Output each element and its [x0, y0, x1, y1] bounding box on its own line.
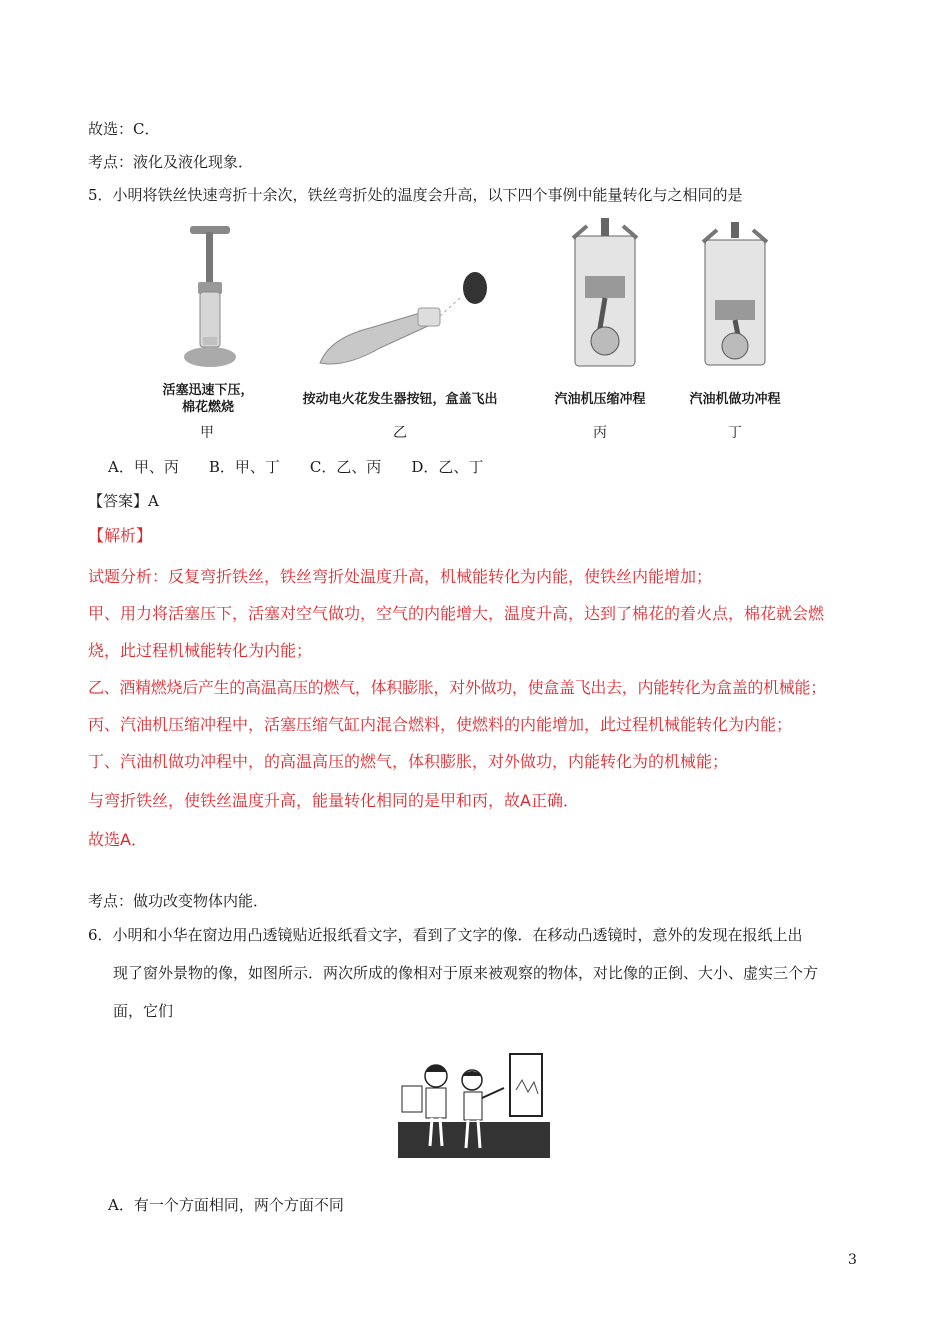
label-ding: 丁	[728, 425, 742, 441]
label-yi: 乙	[393, 425, 407, 441]
answer: 【答案】A	[88, 492, 159, 510]
analysis-line: 烧，此过程机械能转化为内能；	[88, 641, 313, 660]
options-q5: A．甲、丙 B．甲、丁 C．乙、丙 D．乙、丁	[108, 458, 484, 476]
analysis-line: 乙、酒精燃烧后产生的高温高压的燃气，体积膨胀，对外做功，使盒盖飞出去，内能转化为盒盖的机械能；	[88, 678, 826, 697]
caption-yi: 按动电火花发生器按钮，盒盖飞出	[302, 392, 498, 407]
analysis-line: 丁、汽油机做功冲程中，的高温高压的燃气，体积膨胀，对外做功，内能转化为的机械能；	[88, 752, 729, 771]
analysis-line: 故选A．	[88, 830, 147, 849]
piston-syringe-figure	[170, 222, 250, 372]
option-a-q6: A．有一个方面相同，两个方面不同	[108, 1196, 344, 1214]
text-line: 考点：液化及液化现象．	[88, 153, 254, 171]
analysis-line: 与弯折铁丝，使铁丝温度升高，能量转化相同的是甲和丙，故A正确．	[88, 791, 579, 810]
caption-jia-2: 棉花燃烧	[181, 400, 234, 415]
engine-power-figure	[695, 222, 775, 372]
text-line: 故选：C．	[88, 120, 160, 138]
caption-ding: 汽油机做功冲程	[689, 392, 781, 407]
label-jia: 甲	[200, 425, 214, 441]
analysis-line: 甲、用力将活塞压下，活塞对空气做功，空气的内能增大，温度升高，达到了棉花的着火点，棉花就会燃	[88, 604, 825, 623]
spark-generator-figure	[310, 268, 500, 378]
analysis-heading: 【解析】	[88, 526, 153, 545]
question-6: 6．小明和小华在窗边用凸透镜贴近报纸看文字，看到了文字的像．在移动凸透镜时，意外的发现在报纸上出	[88, 926, 803, 944]
label-bing: 丙	[593, 425, 607, 441]
key-point: 考点：做功改变物体内能．	[88, 892, 269, 910]
engine-compression-figure	[565, 216, 645, 376]
page-number: 3	[848, 1252, 857, 1268]
analysis-line: 试题分析：反复弯折铁丝，铁丝弯折处温度升高，机械能转化为内能，使铁丝内能增加；	[88, 567, 713, 586]
kids-window-figure	[398, 1050, 550, 1158]
caption-bing: 汽油机压缩冲程	[554, 392, 646, 407]
question-6-cont: 现了窗外景物的像，如图所示．两次所成的像相对于原来被观察的物体，对比像的正倒、大小、虚实三个方	[113, 964, 819, 982]
question-6-cont: 面，它们	[113, 1002, 174, 1020]
analysis-line: 丙、汽油机压缩冲程中，活塞压缩气缸内混合燃料，使燃料的内能增加，此过程机械能转化为内能；	[88, 715, 793, 734]
question-5: 5．小明将铁丝快速弯折十余次，铁丝弯折处的温度会升高，以下四个事例中能量转化与之相同的是	[88, 186, 743, 204]
caption-jia-1: 活塞迅速下压，	[162, 383, 254, 398]
